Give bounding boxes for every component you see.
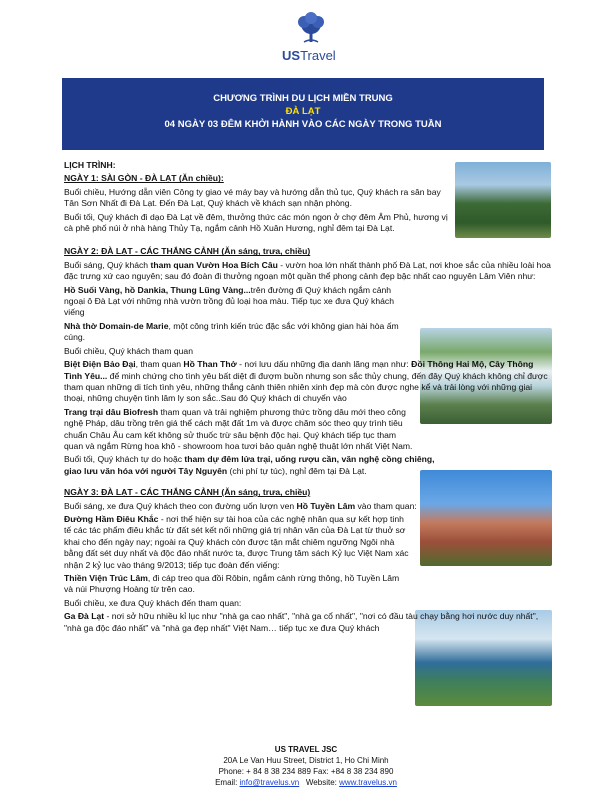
footer-phone: Phone: + 84 8 38 234 889 Fax: +84 8 38 234 890 bbox=[218, 767, 394, 776]
day2-paragraph-2: Hồ Suối Vàng, hồ Dankia, Thung Lũng Vàng...trên đường đi Quý khách ngắm cảnh ngoại ô Đà Lạt với những nhà vườn trồng đủ loại hoa màu. Tiếp tục xe đưa Quý khách viếng bbox=[64, 284, 394, 318]
banner-destination: ĐÀ LẠT bbox=[285, 106, 321, 117]
page-footer bbox=[0, 744, 612, 788]
day2-paragraph-6: Trang trại dâu Biofresh tham quan và trải nghiệm phương thức trồng dâu mới theo công nghệ Pháp, dâu trồng trên giá thể cách mặt đất 1m và được chăm sóc theo quy trình tiêu chuẩn Châu Âu cam kết không sử thuốc trừ sâu bệnh độc hại. Quý khách tiếp tục tham quan và ngắm Rừng hoa khô - showroom hoa tươi bảo quản nghệ thuật lớn nhất Việt Nam. bbox=[64, 406, 413, 451]
day3-paragraph-3: Thiền Viện Trúc Lâm, đi cáp treo qua đồi Rôbin, ngắm cảnh rừng thông, hồ Tuyền Lâm và núi Phượng Hoàng từ trên cao. bbox=[64, 573, 400, 595]
day3-paragraph-4: Buổi chiều, xe đưa Quý khách đến tham quan: bbox=[64, 597, 242, 608]
day2-paragraph-4: Buổi chiều, Quý khách tham quan bbox=[64, 345, 193, 356]
day3-paragraph-1: Buổi sáng, xe đưa Quý khách theo con đường uốn lượn ven Hồ Tuyền Lâm vào tham quan: bbox=[64, 500, 417, 511]
footer-address: 20A Le Van Huu Street, District 1, Ho Chi Minh bbox=[223, 756, 389, 765]
footer-company: US TRAVEL JSC bbox=[274, 745, 338, 754]
company-logo bbox=[280, 12, 340, 68]
day1-title: NGÀY 1: SÀI GÒN - ĐÀ LẠT (Ăn chiều): bbox=[64, 173, 224, 184]
day2-paragraph-5: Biệt Điện Bảo Đại, tham quan Hồ Than Thở - nơi lưu dấu những địa danh lãng mạn như: Đồi Thông Hai Mộ, Cây Thông Tình Yêu... để minh chứng cho tình yêu bất diệt đi đượm buồn nhưng son sắc thủy chung, đến đây Quý khách không chỉ được tham quan những di tích tình yêu, những thắng cảnh thiên nhiên xinh đẹp mà còn được nghe kể và trải lòng với những giai thoại, những chuyện tình lâm ly son sắc..Sau đó Quý khách di chuyển vào bbox=[64, 359, 548, 404]
day3-paragraph-2: Đường Hầm Điêu Khắc - nơi thể hiện sự tài hoa của các nghệ nhân qua sự kết hợp tinh tế các tác phẩm điêu khắc từ đất sét kết nối những giá trị nhân văn của Đà Lạt từ thuở sơ khai cho đến ngày nay; ngoài ra Quý khách còn được tận mắt chiêm ngưỡng Ngôi nhà bằng đất sét duy nhất và độc đáo nhất nước ta, được Trung tâm sách Kỷ lục Việt Nam xác nhận 2 kỷ lục vào tháng 9/2013; tiếp tục đoàn đến viếng: bbox=[64, 513, 409, 570]
itinerary-label: LỊCH TRÌNH: bbox=[64, 160, 116, 170]
day2-title: NGÀY 2: ĐÀ LẠT - CÁC THẮNG CẢNH (Ăn sáng, trưa, chiều) bbox=[64, 246, 311, 257]
day1-paragraph-2: Buổi tối, Quý khách đi dạo Đà Lạt về đêm, thưởng thức các món ngon ở chợ đêm Âm Phủ, hương vị cà phê phố núi ở nhà hàng Thủy Tạ, ngắm cảnh Hồ Xuân Hương, nghỉ đêm tại Đà Lạt. bbox=[64, 211, 448, 234]
website-link[interactable]: www.travelus.vn bbox=[339, 778, 397, 787]
banner-title: CHƯƠNG TRÌNH DU LỊCH MIỀN TRUNG bbox=[213, 93, 393, 104]
day2-paragraph-3: Nhà thờ Domain-de Marie, một công trình kiến trúc đặc sắc với không gian hài hòa ấm cúng. bbox=[64, 320, 399, 343]
logo-wordmark: USTravel bbox=[282, 48, 336, 63]
tree-logo-icon bbox=[294, 12, 328, 46]
day3-title: NGÀY 3: ĐÀ LẠT - CÁC THẮNG CẢNH (Ăn sáng, trưa, chiều) bbox=[64, 487, 311, 498]
day2-paragraph-7: Buổi tối, Quý khách tự do hoặc tham dự đêm lửa trại, uống rượu cần, văn nghệ cồng chiêng, giao lưu văn hóa với người Tây Nguyên (chi phí tự túc), nghỉ đêm tại Đà Lạt. bbox=[64, 454, 435, 476]
email-link[interactable]: info@travelus.vn bbox=[239, 778, 300, 787]
banner-duration: 04 NGÀY 03 ĐÊM KHỞI HÀNH VÀO CÁC NGÀY TRONG TUẦN bbox=[164, 119, 442, 130]
day1-paragraph-1: Buổi chiều, Hướng dẫn viên Công ty giao vé máy bay và hướng dẫn thủ tục, Quý khách ra sân bay Tân Sơn Nhất đi Đà Lạt. Đến Đà Lạt, Quý khách về khách sạn nhận phòng. bbox=[64, 186, 441, 209]
itinerary-content bbox=[64, 160, 552, 636]
day3-paragraph-5: Ga Đà Lạt - nơi sở hữu nhiều kỉ lục như "nhà ga cao nhất", "nhà ga cổ nhất", "nơi có đầu tàu chạy bằng hơi nước duy nhất", "nhà ga độc đáo nhất" và "nhà ga đẹp nhất" Việt Nam… tiếp tục xe đưa Quý khách bbox=[64, 611, 539, 633]
footer-contact: Email: info@travelus.vn Website: www.travelus.vn bbox=[215, 778, 397, 787]
day2-paragraph-1: Buổi sáng, Quý khách tham quan Vườn Hoa Bích Câu - vườn hoa lớn nhất thành phố Đà Lạt, nơi khoe sắc của nhiều loài hoa đặc trưng xứ cao nguyên; sau đó đoàn đi thưởng ngoạn một quần thể phong cảnh đẹp bậc nhất cao nguyên Lâm Viên như: bbox=[64, 259, 551, 282]
tour-banner bbox=[62, 78, 544, 150]
